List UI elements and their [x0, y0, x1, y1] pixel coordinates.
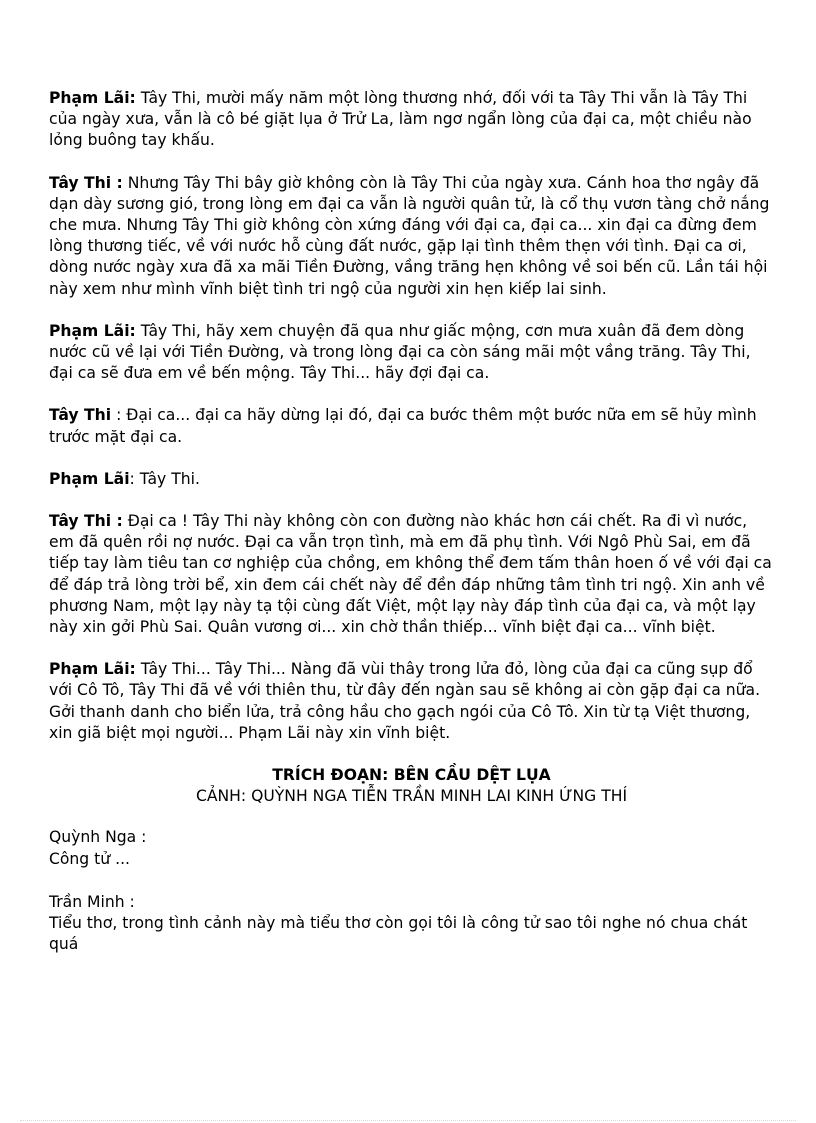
dialogue-paragraph: [49, 469, 774, 490]
speaker-name: Phạm Lãi:: [49, 321, 136, 340]
character-label: Trần Minh :: [49, 892, 135, 911]
dialogue-paragraph: [49, 173, 774, 300]
character-label: Quỳnh Nga :: [49, 828, 147, 847]
speaker-name: Phạm Lãi: [49, 469, 130, 488]
dialogue-paragraph: [49, 405, 774, 447]
dialogue-text: Tây Thi... Tây Thi... Nàng đã vùi thây trong lửa đỏ, lòng của đại ca cũng sụp đổ với Cô Tô, Tây Thi đã về với thiên thu, từ đây đến ngàn sau sẽ không ai còn gặp đại ca nữa. Gởi thanh danh cho biển lửa, trả công hầu cho gạch ngói của Cô Tô. Xin từ tạ Việt thương, xin giã biệt mọi người... Phạm Lãi này xin vĩnh biệt.: [49, 660, 761, 742]
dialogue-text: : Tây Thi.: [129, 469, 200, 488]
dialogue-text: Tây Thi, mười mấy năm một lòng thương nhớ, đối với ta Tây Thi vẫn là Tây Thi của ngày xưa, vẫn là cô bé giặt lụa ở Trử La, làm ngơ ngẩn lòng của đại ca, một chiều nào lỏng buông tay khấu.: [49, 89, 752, 150]
spacer: [49, 870, 774, 892]
speaker-name: Phạm Lãi:: [49, 660, 136, 679]
dialogue-text: : Đại ca... đại ca hãy dừng lại đó, đại ca bước thêm một bước nữa em sẽ hủy mình trước mặt đại ca.: [49, 406, 757, 446]
page-bottom-border: [20, 1120, 796, 1121]
dialogue-paragraph: [49, 659, 774, 744]
excerpt-scene: CẢNH: QUỲNH NGA TIỄN TRẦN MINH LAI KINH ỨNG THÍ: [195, 787, 628, 806]
character-line: Tiểu thơ, trong tình cảnh này mà tiểu thơ còn gọi tôi là công tử sao tôi nghe nó chua chát quá: [49, 914, 748, 954]
dialogue-text: Đại ca ! Tây Thi này không còn con đường nào khác hơn cái chết. Ra đi vì nước, em đã quên rồi nợ nước. Đại ca vẫn trọn tình, mà em đã phụ tình. Với Ngô Phù Sai, em đã tiếp tay làm tiêu tan cơ nghiệp của chồng, em không thể đem tấm thân hoen ố về với đại ca để đáp trả lòng trời bể, xin đem cái chết này để đền đáp những tâm tình tri ngộ. Xin anh về phương Nam, một lạy này tạ tội cùng đất Việt, một lạy này đáp tình của đại ca, và một lạy này xin gởi Phù Sai. Quân vương ơi... xin chờ thần thiếp... vĩnh biệt đại ca... vĩnh biệt.: [49, 512, 772, 637]
excerpt-title: TRÍCH ĐOẠN: BÊN CẦU DỆT LỤA: [272, 766, 551, 785]
character-line: Công tử ...: [49, 849, 130, 868]
speaker-name: Tây Thi :: [49, 173, 123, 192]
excerpt-heading: [49, 765, 774, 807]
dialogue-text: Nhưng Tây Thi bây giờ không còn là Tây Thi của ngày xưa. Cánh hoa thơ ngây đã dạn dày sương gió, trong lòng em đại ca vẫn là người quân tử, là cổ thụ vươn tàng chở nắng che mưa. Nhưng Tây Thi giờ không còn xứng đáng với đại ca, đại ca... xin đại ca đừng đem lòng thương tiếc, về với nước hỗ cùng đất nước, gặp lại tình thêm thẹn với tình. Đại ca ơi, dòng nước ngày xưa đã xa mãi Tiền Đường, vầng trăng hẹn không về soi bến cũ. Lần tái hội này xem như mình vĩnh biệt tình tri ngộ của người xin hẹn kiếp lai sinh.: [49, 173, 770, 298]
speaker-name: Tây Thi :: [49, 512, 123, 531]
script-block: [49, 827, 774, 955]
document-page: [49, 88, 774, 956]
dialogue-text: Tây Thi, hãy xem chuyện đã qua như giấc mộng, cơn mưa xuân đã đem dòng nước cũ về lại với Tiền Đường, và trong lòng đại ca còn sáng mãi một vầng trăng. Tây Thi, đại ca sẽ đưa em về bến mộng. Tây Thi... hãy đợi đại ca.: [49, 321, 751, 383]
dialogue-paragraph: [49, 321, 774, 385]
speaker-name: Phạm Lãi:: [49, 89, 136, 107]
speaker-name: Tây Thi: [49, 406, 112, 425]
dialogue-paragraph: [49, 511, 774, 638]
dialogue-paragraph: [49, 88, 774, 152]
